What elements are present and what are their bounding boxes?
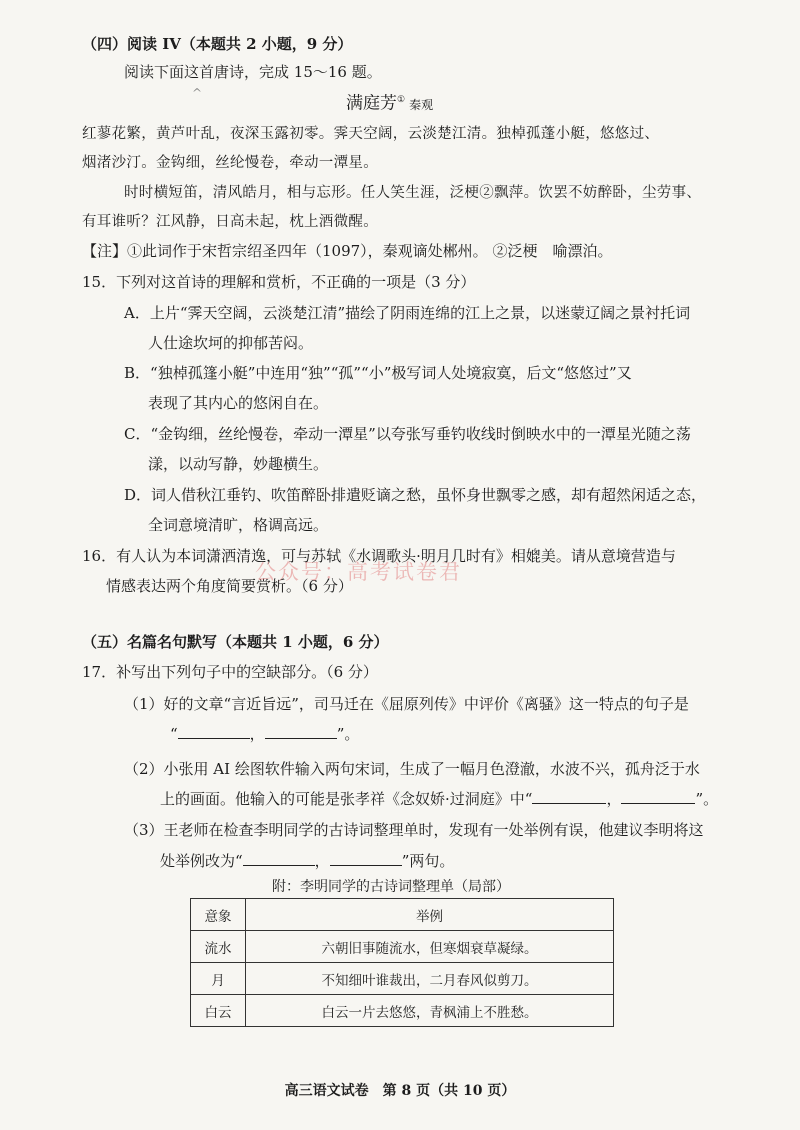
table-caption: 附：李明同学的古诗词整理单（局部） (272, 879, 510, 895)
q15-option-d-cont: 全词意境清旷，格调高远。 (148, 516, 329, 534)
q17-item1-blanks: “ ， ”。 (170, 725, 360, 743)
table-cell: 白云 (191, 995, 246, 1027)
q15-option-c-cont: 漾，以动写静，妙趣横生。 (148, 455, 329, 473)
table-cell: 不知细叶谁裁出，二月春风似剪刀。 (246, 963, 614, 995)
q17-item2: （2）小张用 AI 绘图软件输入两句宋词，生成了一幅月色澄澈，水波不兴，孤舟泛于水 (124, 760, 700, 778)
table-row (191, 995, 614, 1027)
poem-note-mark: ① (397, 95, 406, 105)
answer-blank[interactable] (330, 851, 402, 866)
answer-blank[interactable] (178, 724, 250, 739)
q17-item1: （1）好的文章“言近旨远”，司马迁在《屈原列传》中评价《离骚》这一特点的句子是 (124, 695, 689, 713)
answer-blank[interactable] (532, 789, 606, 804)
watermark: 公众号：高考试卷君 (255, 560, 462, 584)
table-row (191, 963, 614, 995)
poem-note: 【注】①此词作于宋哲宗绍圣四年（1097），秦观谪处郴州。 ②泛梗 喻漂泊。 (82, 242, 613, 260)
q17-item3: （3）王老师在检查李明同学的古诗词整理单时，发现有一处举例有误，他建议李明将这 (124, 821, 704, 839)
poem-author: 秦观 (409, 97, 434, 112)
poem-list-table (190, 898, 614, 1027)
q15-option-d: D．词人借秋江垂钓、吹笛醉卧排遣贬谪之愁，虽怀身世飘零之感，却有超然闲适之态， (124, 486, 707, 504)
q15-stem: 15．下列对这首诗的理解和赏析，不正确的一项是（3 分） (82, 273, 476, 291)
poem-line: 有耳谁听？江风静，日高未起，枕上酒微醒。 (82, 214, 378, 230)
table-row (191, 931, 614, 963)
q17-item3-blanks: 处举例改为“ ， ”两句。 (160, 852, 455, 870)
table-header: 举例 (246, 899, 614, 931)
section4-instruction: 阅读下面这首唐诗，完成 15～16 题。 (124, 63, 382, 81)
section4-heading: （四）阅读 IV（本题共 2 小题，9 分） (82, 35, 353, 53)
poem-title: 满庭芳 (346, 93, 397, 114)
table-header-row (191, 899, 614, 931)
section5-heading: （五）名篇名句默写（本题共 1 小题，6 分） (82, 633, 389, 651)
poem-line: 烟渚沙汀。金钩细，丝纶慢卷，牵动一潭星。 (82, 155, 378, 171)
q16-line: 情感表达两个角度简要赏析。（6 分） (106, 577, 353, 595)
q17-stem: 17．补写出下列句子中的空缺部分。（6 分） (82, 663, 378, 681)
table-cell: 六朝旧事随流水，但寒烟衰草凝绿。 (246, 931, 614, 963)
answer-blank[interactable] (243, 851, 315, 866)
table-cell: 白云一片去悠悠，青枫浦上不胜愁。 (246, 995, 614, 1027)
poem-title-line (346, 90, 433, 115)
table-header: 意象 (191, 899, 246, 931)
answer-blank[interactable] (621, 789, 695, 804)
q16-line: 16．有人认为本词潇洒清逸，可与苏轼《水调歌头·明月几时有》相媲美。请从意境营造与 (82, 547, 676, 565)
q17-item2-blanks: 上的画面。他输入的可能是张孝祥《念奴娇·过洞庭》中“ ， ”。 (160, 790, 719, 808)
table-cell: 流水 (191, 931, 246, 963)
poem-line: 红蓼花繁，黄芦叶乱，夜深玉露初零。霁天空阔，云淡楚江清。独棹孤蓬小艇，悠悠过、 (82, 126, 660, 142)
q15-option-a-cont: 人仕途坎坷的抑郁苦闷。 (148, 334, 314, 352)
table-cell: 月 (191, 963, 246, 995)
answer-blank[interactable] (265, 724, 337, 739)
q15-option-a: A．上片“霁天空阔，云淡楚江清”描绘了阴雨连绵的江上之景，以迷蒙辽阔之景衬托词 (124, 304, 691, 322)
page-footer: 高三语文试卷 第 8 页（共 10 页） (284, 1083, 516, 1099)
q15-option-b-cont: 表现了其内心的悠闲自在。 (148, 394, 329, 412)
scan-mark: ^ (192, 86, 203, 100)
poem-line: 时时横短笛，清风皓月，相与忘形。任人笑生涯，泛梗②飘萍。饮罢不妨醉卧，尘劳事、 (124, 185, 702, 201)
q15-option-b: B．“独棹孤篷小艇”中连用“独”“孤”“小”极写词人处境寂寞，后文“悠悠过”又 (124, 364, 632, 382)
q15-option-c: C．“金钩细，丝纶慢卷，牵动一潭星”以夸张写垂钓收线时倒映水中的一潭星光随之荡 (124, 425, 691, 443)
